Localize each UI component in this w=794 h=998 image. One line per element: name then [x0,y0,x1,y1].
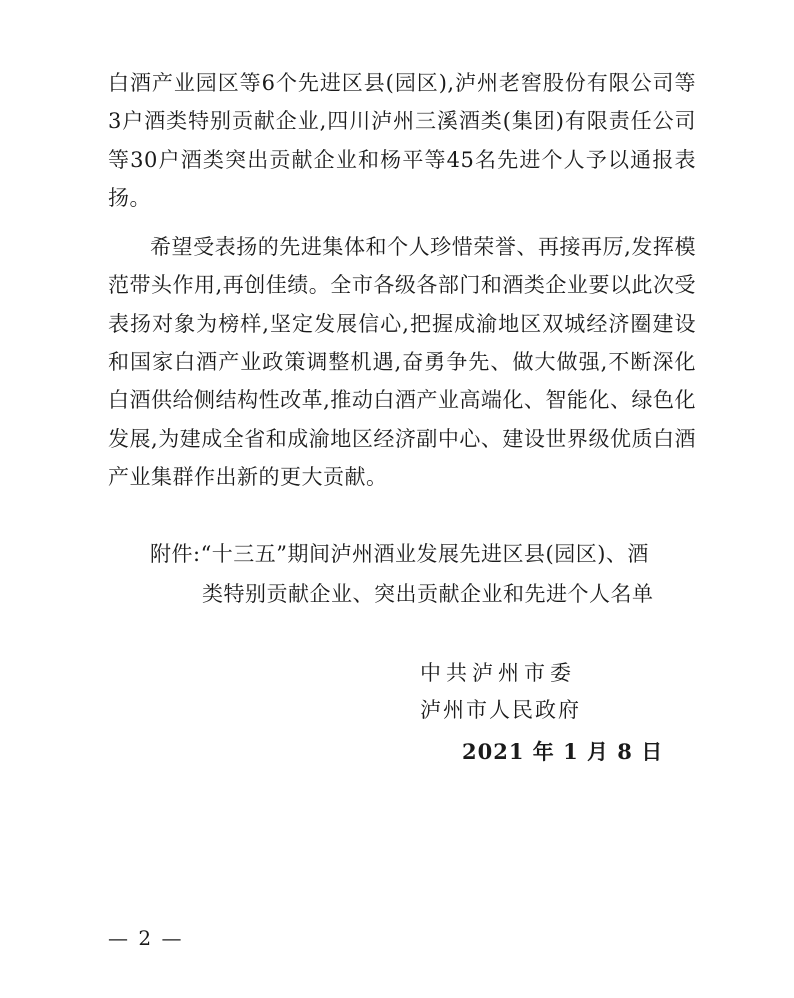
signature-date: 2021 年 1 月 8 日 [462,739,664,764]
paragraph-commendation: 白酒产业园区等6个先进区县(园区),泸州老窖股份有限公司等3户酒类特别贡献企业,四川泸州三溪酒类(集团)有限责任公司等30户酒类突出贡献企业和杨平等45名先进个人予以通报表扬。 [108,71,696,210]
signature-org-government: 泸州市人民政府 [420,698,581,722]
attachment-note [150,534,700,614]
attachment-line-2: 类特别贡献企业、突出贡献企业和先进个人名单 [202,582,654,606]
attachment-line-1: 附件:“十三五”期间泸州酒业发展先进区县(园区)、酒 [150,542,649,566]
document-body [108,64,696,496]
signature-block [420,655,663,770]
page-number: — 2 — [108,926,184,950]
signature-org-party-committee: 中共泸州市委 [420,661,576,685]
paragraph-expectation: 希望受表扬的先进集体和个人珍惜荣誉、再接再厉,发挥模范带头作用,再创佳绩。全市各级各部门和酒类企业要以此次受表扬对象为榜样,坚定发展信心,把握成渝地区双城经济圈建设和国家白酒产业政策调整机遇,奋勇争先、做大做强,不断深化白酒供给侧结构性改革,推动白酒产业高端化、智能化、绿色化发展,为建成全省和成渝地区经济副中心、建设世界级优质白酒产业集群作出新的更大贡献。 [108,235,696,489]
